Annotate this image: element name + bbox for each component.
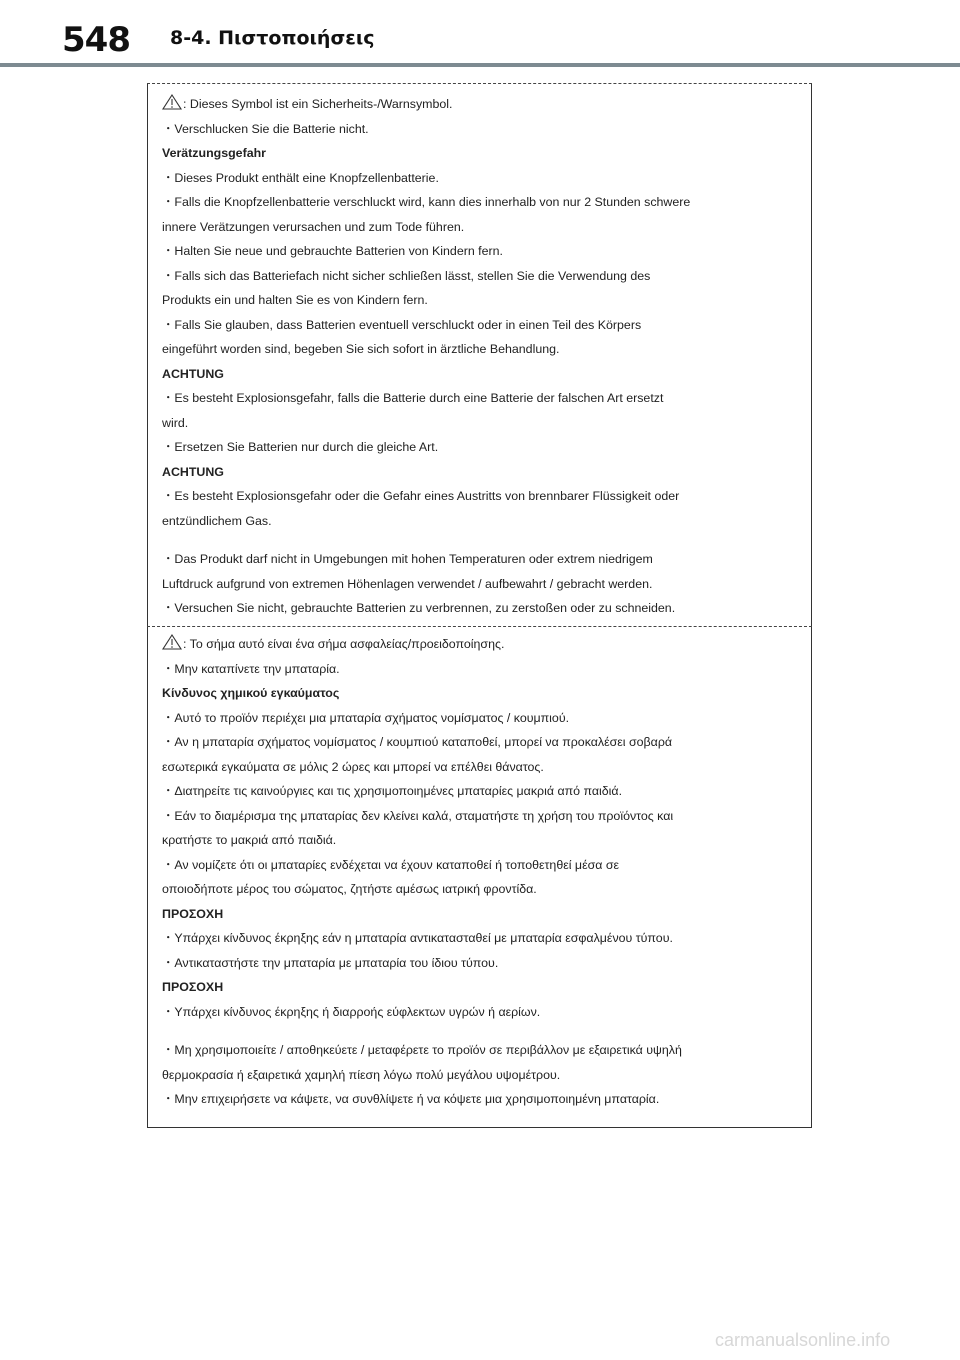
german-line-text: ACHTUNG [162, 366, 224, 381]
german-line [162, 166, 802, 191]
german-line [162, 484, 802, 509]
greek-heading [162, 975, 802, 1000]
greek-line [162, 877, 802, 902]
greek-line [162, 755, 802, 780]
greek-warning-text [162, 632, 802, 1112]
german-heading [162, 460, 802, 485]
german-line-text: ・Ersetzen Sie Batterien nur durch die gleiche Art. [162, 440, 439, 454]
greek-line [162, 804, 802, 829]
greek-line-text: οποιοδήποτε μέρος του σώματος, ζητήστε αμέσως ιατρική φροντίδα. [162, 882, 537, 896]
german-line [162, 596, 802, 621]
german-heading [162, 141, 802, 166]
greek-line-text: ・Υπάρχει κίνδυνος έκρηξης εάν η μπαταρία αντικατασταθεί με μπαταρία εσφαλμένου τύπου. [162, 931, 673, 945]
greek-line-text: ・Υπάρχει κίνδυνος έκρηξης ή διαρροής εύφλεκτων υγρών ή αερίων. [162, 1004, 541, 1019]
greek-line-text: ・Εάν το διαμέρισμα της μπαταρίας δεν κλείνει καλά, σταματήστε τη χρήση του προϊόντος και [162, 808, 674, 823]
greek-line [162, 657, 802, 682]
german-line-text: ・Verschlucken Sie die Batterie nicht. [162, 121, 369, 136]
german-line-text: ・Es besteht Explosionsgefahr, falls die Batterie durch eine Batterie der falschen Art ersetzt [162, 391, 664, 405]
german-line [162, 288, 802, 313]
greek-line [162, 730, 802, 755]
greek-line-text: ・Διατηρείτε τις καινούργιες και τις χρησιμοποιημένες μπαταρίες μακριά από παιδιά. [162, 784, 623, 798]
german-line-text: ・Dieses Produkt enthält eine Knopfzellenbatterie. [162, 170, 439, 185]
greek-line-text: κρατήστε το μακριά από παιδιά. [162, 833, 337, 847]
greek-line-text: Κίνδυνος χημικού εγκαύματος [162, 686, 340, 700]
greek-line-text: ・Αυτό το προϊόν περιέχει μια μπαταρία σχήματος νομίσματος / κουμπιού. [162, 710, 570, 725]
german-line-text: Luftdruck aufgrund von extremen Höhenlagen verwendet / aufbewahrt / gebracht werden. [162, 576, 653, 591]
german-line-text: entzündlichem Gas. [162, 513, 272, 528]
german-line-text: eingeführt worden sind, begeben Sie sich sofort in ärztliche Behandlung. [162, 342, 560, 356]
german-line-text: Verätzungsgefahr [162, 146, 266, 160]
german-line [162, 435, 802, 460]
german-line [162, 117, 802, 142]
german-line [162, 239, 802, 264]
greek-line-text: ΠΡΟΣΟΧΗ [162, 980, 224, 994]
greek-line [162, 1038, 802, 1063]
german-heading [162, 362, 802, 387]
frame-top-dashed-border [147, 83, 812, 84]
page-header [0, 0, 960, 68]
page-number: 548 [62, 20, 130, 60]
section-title: 8-4. Πιστοποιήσεις [170, 27, 375, 49]
greek-line-text: ・Αν νομίζετε ότι οι μπαταρίες ενδέχεται να έχουν καταποθεί ή τοποθετηθεί μέσα σε [162, 857, 620, 872]
german-line [162, 264, 802, 289]
german-line [162, 215, 802, 240]
warning-triangle-icon [162, 94, 182, 119]
language-divider [147, 626, 812, 627]
german-line-text: innere Verätzungen verursachen und zum Tode führen. [162, 219, 465, 234]
greek-line [162, 926, 802, 951]
german-line [162, 313, 802, 338]
german-line-text: ・Halten Sie neue und gebrauchte Batterien von Kindern fern. [162, 244, 503, 258]
german-line [162, 547, 802, 572]
greek-line [162, 1063, 802, 1088]
german-line [162, 337, 802, 362]
greek-line [162, 1087, 802, 1112]
german-warning-text [162, 92, 802, 621]
greek-line-text: ΠΡΟΣΟΧΗ [162, 906, 224, 921]
german-line-text: ・Das Produkt darf nicht in Umgebungen mit hohen Temperaturen oder extrem niedrigem [162, 552, 653, 566]
german-line-text: Produkts ein und halten Sie es von Kindern fern. [162, 293, 428, 307]
greek-line-text: ・Αντικαταστήστε την μπαταρία με μπαταρία του ίδιου τύπου. [162, 955, 499, 970]
german-line-text: ACHTUNG [162, 464, 224, 479]
greek-line-text: : Το σήμα αυτό είναι ένα σήμα ασφαλείας/προειδοποίησης. [183, 637, 505, 651]
greek-line [162, 1000, 802, 1025]
watermark: carmanualsonline.info [715, 1330, 891, 1350]
german-line-text: : Dieses Symbol ist ein Sicherheits-/Warnsymbol. [183, 97, 453, 111]
greek-line [162, 828, 802, 853]
warning-triangle-icon [162, 634, 182, 659]
greek-line-text: ・Μην επιχειρήσετε να κάψετε, να συνθλίψετε ή να κόψετε μια χρησιμοποιημένη μπαταρία. [162, 1092, 660, 1106]
german-line-text: ・Es besteht Explosionsgefahr oder die Gefahr eines Austritts von brennbarer Flüssigkeit oder [162, 489, 680, 503]
greek-line-text: εσωτερικά εγκαύματα σε μόλις 2 ώρες και μπορεί να επέλθει θάνατος. [162, 759, 544, 774]
german-line-text: ・Falls die Knopfzellenbatterie verschluckt wird, kann dies innerhalb von nur 2 Stunden schwere [162, 195, 691, 209]
greek-line [162, 853, 802, 878]
greek-line [162, 632, 802, 657]
german-line [162, 509, 802, 534]
greek-heading [162, 681, 802, 706]
greek-line-text: ・Αν η μπαταρία σχήματος νομίσματος / κουμπιού καταποθεί, μπορεί να προκαλέσει σοβαρά [162, 735, 673, 749]
german-line-text: ・Versuchen Sie nicht, gebrauchte Batterien zu verbrennen, zu zerstoßen oder zu schneiden. [162, 601, 676, 615]
greek-line [162, 706, 802, 731]
german-line [162, 386, 802, 411]
german-line [162, 190, 802, 215]
german-line-text: ・Falls sich das Batteriefach nicht sicher schließen lässt, stellen Sie die Verwendung des [162, 268, 651, 283]
german-line [162, 411, 802, 436]
greek-line [162, 951, 802, 976]
german-line-text: wird. [162, 415, 189, 430]
german-line [162, 572, 802, 597]
german-line-text: ・Falls Sie glauben, dass Batterien eventuell verschluckt oder in einen Teil des Körpers [162, 317, 642, 332]
greek-line-text: ・Μη χρησιμοποιείτε / αποθηκεύετε / μεταφέρετε το προϊόν σε περιβάλλον με εξαιρετικά υψηλή [162, 1043, 682, 1057]
greek-heading [162, 902, 802, 927]
greek-line-text: θερμοκρασία ή εξαιρετικά χαμηλή πίεση λόγω πολύ μεγάλου υψομέτρου. [162, 1067, 561, 1082]
greek-line [162, 779, 802, 804]
header-rule [0, 63, 960, 67]
greek-line-text: ・Μην καταπίνετε την μπαταρία. [162, 661, 340, 676]
german-line [162, 92, 802, 117]
